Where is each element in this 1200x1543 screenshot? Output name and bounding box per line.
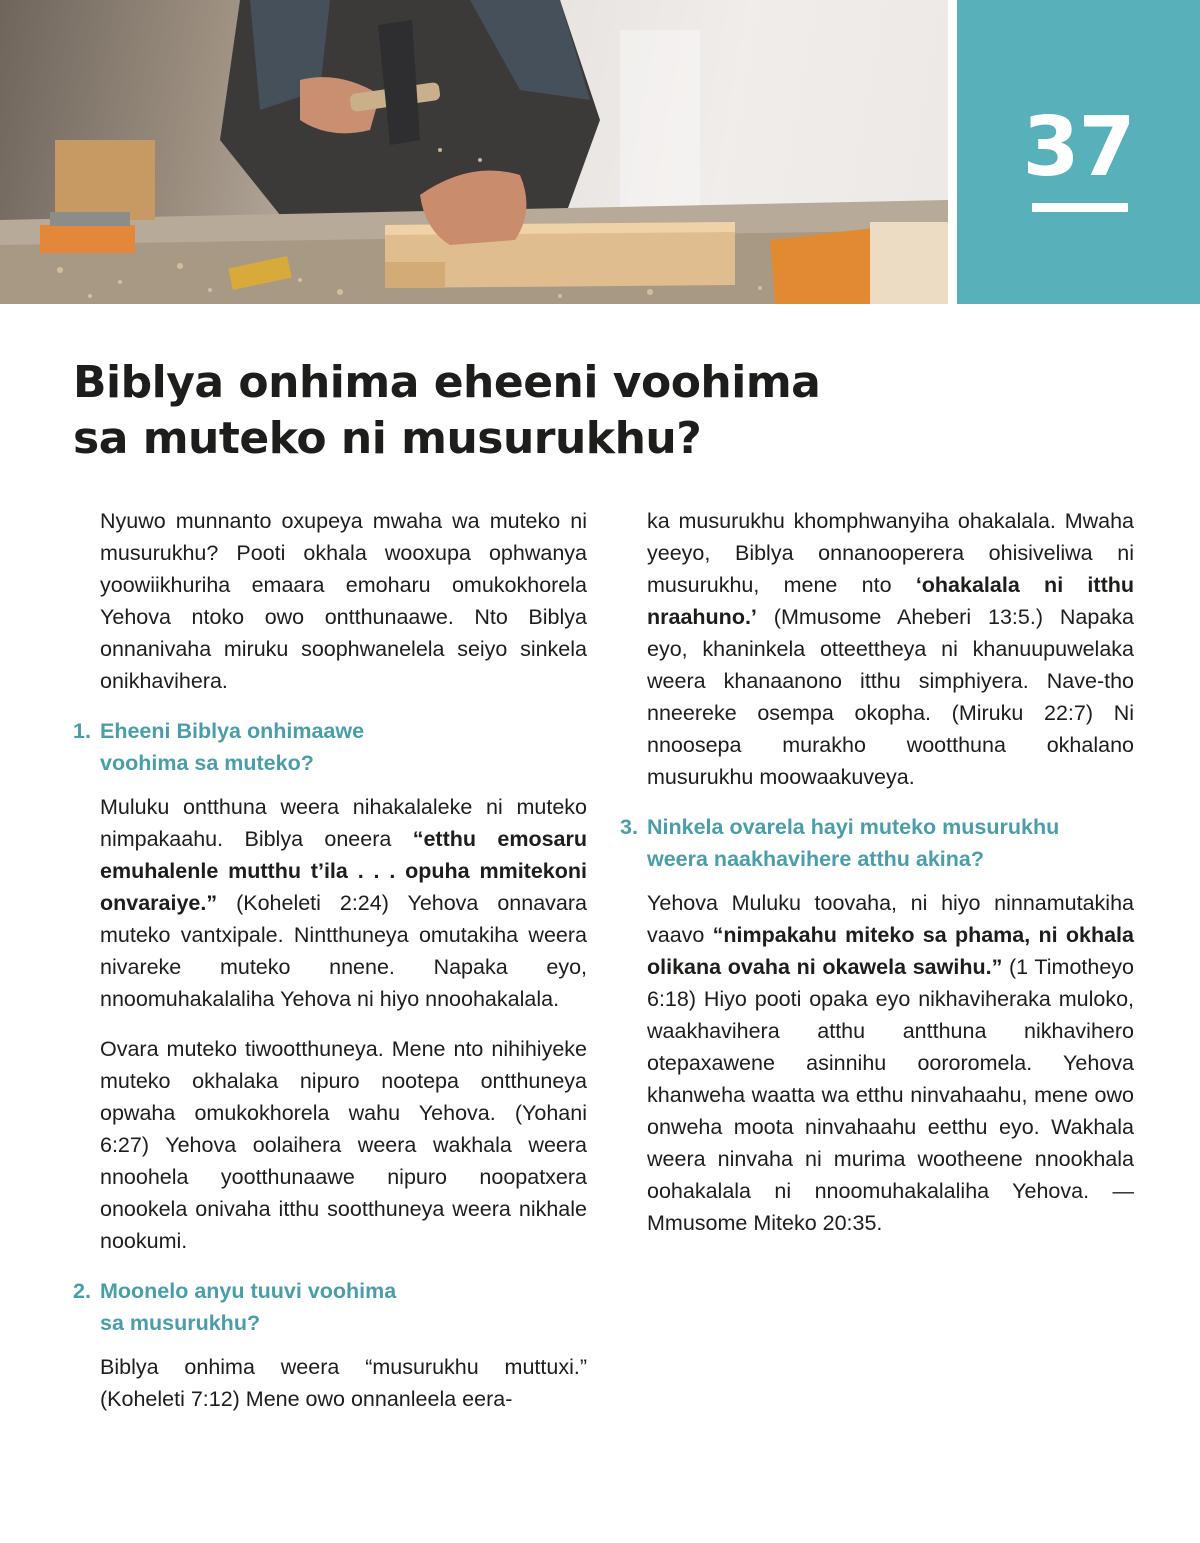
lesson-badge xyxy=(957,0,1200,304)
section-1-heading-line2: voohima sa muteko? xyxy=(100,751,314,775)
section-3-text-end: (1 Timotheyo 6:18) Hiyo pooti opaka eyo nikhaviheraka muloko, waakhavihera atthu antthuna nikhavihero otepaxawene asinnihu oororomela. Yehova khanweha waatta wa etthu ninvahaahu, mene owo onweha moota ninvahaahu eetthu eyo. Wakhala weera ninvaha ni murima wootheene nnookhala oohakalala ni nnoomuhakalaliha Yehova. — Mmusome Miteko 20:35. xyxy=(647,955,1134,1235)
section-1-paragraph-1 xyxy=(100,791,587,1015)
section-3-text: Yehova Muluku toovaha, ni hiyo ninnamutakiha vaavo xyxy=(647,891,1134,947)
section-3-heading xyxy=(620,811,1134,875)
section-1-heading-line1: Eheeni Biblya onhimaawe xyxy=(100,719,365,743)
section-1-paragraph-2: Ovara muteko tiwootthuneya. Mene nto nihihiyeke muteko okhalaka nipuro nootepa ontthuneya opwaha omukokhorela wahu Yehova. (Yohani 6:27) Yehova oolaihera weera wakhala weera nnoohela yootthunaawe nipuro noopatxera onookela onivaha itthu sootthuneya weera nikhale nookumi. xyxy=(100,1037,587,1253)
section-3-heading-line2: weera naakhavihere atthu akina? xyxy=(647,847,984,871)
section-2-paragraph-continued xyxy=(647,505,1134,793)
page-title-line2: sa muteko ni musurukhu? xyxy=(73,413,702,464)
section-3-paragraph xyxy=(647,887,1134,1239)
section-2-heading-line1: Moonelo anyu tuuvi voohima xyxy=(100,1279,397,1303)
intro-paragraph: Nyuwo munnanto oxupeya mwaha wa muteko ni musurukhu? Pooti okhala wooxupa ophwanya yoowiikhuriha emaara emoharu omukokhorela Yehova ntoko owo ontthunaawe. Nto Biblya onnanivaha miruku soophwanelela seiyo sinkela onikhavihera. xyxy=(100,509,587,693)
section-1-number: 1. xyxy=(73,719,91,743)
section-2-quote: ‘ohakalala ni itthu nraahuno.’ xyxy=(647,573,1134,629)
section-3-number: 3. xyxy=(620,815,638,839)
right-column xyxy=(620,505,1134,1239)
page-title-line1: Biblya onhima eheeni voohima xyxy=(73,357,821,408)
page-title xyxy=(73,355,893,467)
section-1-heading xyxy=(73,715,587,779)
section-1-p1-text-end: (Koheleti 2:24) Yehova onnavara muteko vantxipale. Nintthuneya omutakiha weera nivareke muteko nnene. Napaka eyo, nnoomuhakalaliha Yehova ni hiyo nnoohakalala. xyxy=(100,891,587,1011)
lesson-number: 37 xyxy=(1022,100,1135,195)
section-1-p1-quote: “etthu emosaru emuhalenle mutthu t’ila . . . opuha mmitekoni onvaraiye.” xyxy=(100,827,587,915)
left-column xyxy=(73,505,587,1415)
carpenter-photo-illustration xyxy=(0,0,948,304)
section-2-text: ka musurukhu khomphwanyiha ohakalala. Mwaha yeeyo, Biblya onnanooperera ohisiveliwa ni musurukhu, mene nto xyxy=(647,509,1134,597)
section-2-heading xyxy=(73,1275,587,1339)
lesson-number-underline xyxy=(1032,203,1128,212)
section-2-heading-line2: sa musurukhu? xyxy=(100,1311,261,1335)
section-2-number: 2. xyxy=(73,1279,91,1303)
header-photo xyxy=(0,0,948,304)
section-2-text-end: (Mmusome Aheberi 13:5.) Napaka eyo, khaninkela otteettheya ni khanuupuwelaka weera khanaanono itthu simphiyera. Nave-tho nneereke osempa okopha. (Miruku 22:7) Ni nnoosepa murakho wootthuna okhalano musurukhu moowaakuveya. xyxy=(647,605,1134,789)
section-3-heading-line1: Ninkela ovarela hayi muteko musurukhu xyxy=(647,815,1060,839)
section-2-paragraph-start: Biblya onhima weera “musurukhu muttuxi.” (Koheleti 7:12) Mene owo onnanleela eera- xyxy=(100,1355,587,1411)
section-3-quote: “nimpakahu miteko sa phama, ni okhala olikana ovaha ni okawela sawihu.” xyxy=(647,923,1134,979)
section-1-p1-text: Muluku ontthuna weera nihakalaleke ni muteko nimpakaahu. Biblya oneera xyxy=(100,795,587,851)
